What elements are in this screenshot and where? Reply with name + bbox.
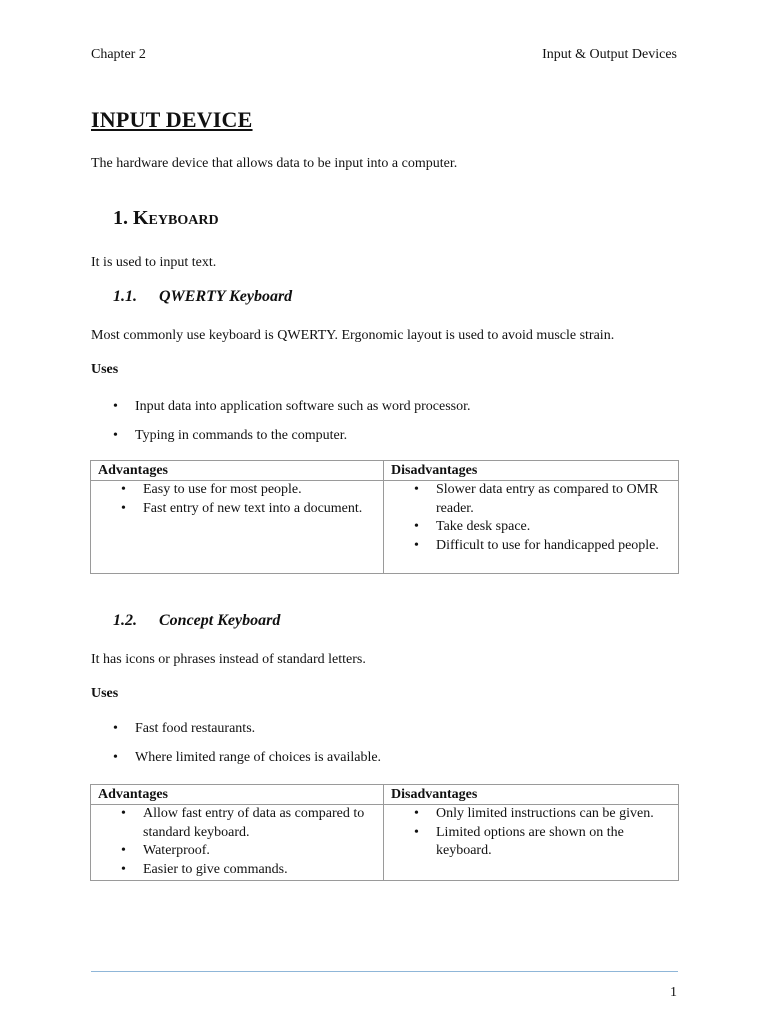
list-item: • Fast entry of new text into a document. bbox=[95, 500, 379, 519]
page-title: INPUT DEVICE bbox=[91, 107, 253, 132]
footer-divider bbox=[91, 971, 678, 972]
table-header-disadvantages: Disadvantages bbox=[384, 461, 679, 481]
heading-concept bbox=[113, 612, 280, 630]
qwerty-advantages-table bbox=[90, 460, 679, 574]
list-item: • Limited options are shown on the keyboard. bbox=[388, 824, 674, 861]
list-item: • Slower data entry as compared to OMR reader. bbox=[388, 481, 674, 518]
header-section: Input & Output Devices bbox=[542, 47, 677, 62]
heading-keyboard-number: 1. bbox=[113, 207, 128, 229]
table-header-advantages: Advantages bbox=[91, 461, 384, 481]
table-header-disadvantages: Disadvantages bbox=[384, 785, 679, 805]
list-item: • Waterproof. bbox=[95, 842, 379, 861]
header-chapter: Chapter 2 bbox=[91, 47, 146, 62]
qwerty-uses-list bbox=[91, 392, 678, 450]
list-item: • Only limited instructions can be given. bbox=[388, 805, 674, 824]
qwerty-uses-label: Uses bbox=[91, 362, 119, 377]
concept-description: It has icons or phrases instead of standard letters. bbox=[91, 652, 366, 667]
keyboard-description: It is used to input text. bbox=[91, 255, 217, 270]
advantages-cell bbox=[91, 805, 384, 881]
heading-keyboard bbox=[113, 207, 219, 230]
heading-qwerty-number: 1.1. bbox=[113, 288, 137, 305]
table-header-advantages: Advantages bbox=[91, 785, 384, 805]
list-item: • Where limited range of choices is available. bbox=[91, 743, 678, 772]
concept-advantages-table bbox=[90, 784, 679, 881]
heading-keyboard-text: Keyboard bbox=[133, 207, 219, 229]
disadvantages-cell bbox=[384, 805, 679, 881]
list-item: • Easy to use for most people. bbox=[95, 481, 379, 500]
list-item: • Allow fast entry of data as compared to standard keyboard. bbox=[95, 805, 379, 842]
list-item: • Fast food restaurants. bbox=[91, 714, 678, 743]
list-item: • Easier to give commands. bbox=[95, 861, 379, 880]
heading-concept-text: Concept Keyboard bbox=[159, 612, 281, 629]
list-item: • Typing in commands to the computer. bbox=[91, 421, 678, 450]
heading-qwerty bbox=[113, 288, 292, 306]
advantages-cell bbox=[91, 481, 384, 574]
concept-uses-list bbox=[91, 714, 678, 772]
list-item: • Difficult to use for handicapped people. bbox=[388, 537, 674, 556]
list-item: • Input data into application software such as word processor. bbox=[91, 392, 678, 421]
list-item: • Take desk space. bbox=[388, 518, 674, 537]
page-number: 1 bbox=[670, 985, 677, 1000]
concept-uses-label: Uses bbox=[91, 686, 119, 701]
intro-paragraph: The hardware device that allows data to be input into a computer. bbox=[91, 156, 458, 171]
qwerty-description: Most commonly use keyboard is QWERTY. Ergonomic layout is used to avoid muscle strain. bbox=[91, 328, 615, 343]
heading-qwerty-text: QWERTY Keyboard bbox=[159, 288, 293, 305]
heading-concept-number: 1.2. bbox=[113, 612, 137, 629]
disadvantages-cell bbox=[384, 481, 679, 574]
